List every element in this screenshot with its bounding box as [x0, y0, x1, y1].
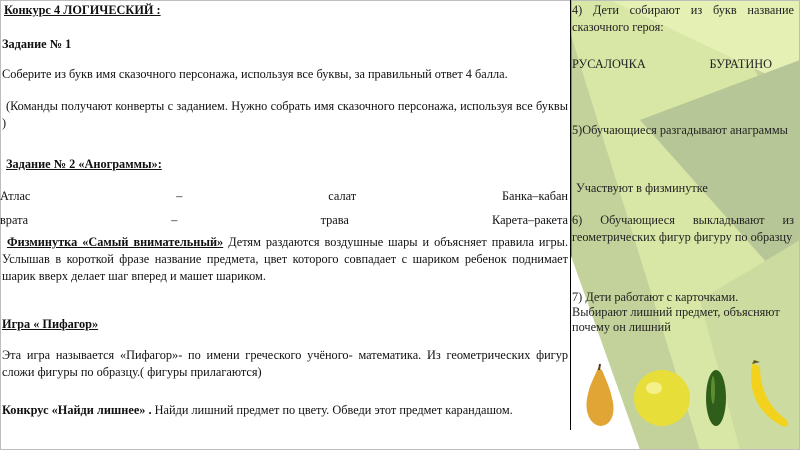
fizminutka-paragraph [2, 234, 568, 285]
odd-one-text: Найди лишний предмет по цвету. Обведи этот предмет карандашом. [151, 403, 513, 417]
anagram-pair: Банка–кабан [501, 189, 568, 203]
anagram-dash: – [171, 213, 178, 227]
task1-heading: Задание № 1 [2, 37, 72, 51]
pifagor-text: Эта игра называется «Пифагор»- по имени греческого учёного- математика. Из геометрических фигур сложи фигуры по образцу.( фигуры прилагаются) [2, 348, 568, 379]
banana-icon [751, 360, 788, 426]
task2-heading: Задание № 2 «Анограммы»: [6, 157, 162, 171]
pifagor-heading: Игра « Пифагор» [2, 317, 99, 331]
column-divider [570, 0, 571, 430]
hero-name: БУРАТИНО [709, 57, 772, 71]
cucumber-icon [706, 370, 726, 426]
anagram-word: врата [0, 213, 29, 227]
anagram-row-1 [0, 188, 568, 205]
step-7-text: 7) Дети работают с карточками. Выбирают лишний предмет, объясняют почему он лишний [572, 290, 780, 334]
fizminutka-title: Физминутка «Самый внимательный» [7, 235, 224, 249]
quince-icon [634, 370, 690, 426]
odd-one-title: Конкрус «Найди лишнее» . [2, 403, 152, 417]
fizminutka-text: Детям раздаются воздушные шары и объясняет правила игры. Услышав в короткой фразе название предмета, цвет которого совпадает с шариком ребенок поднимает шарик вверх делает шаг вперед и машет шариком. [2, 235, 569, 283]
anagram-word: трава [320, 213, 349, 227]
anagram-word: салат [328, 189, 357, 203]
odd-one-paragraph [2, 402, 568, 419]
fruit-images [576, 360, 796, 430]
anagram-row-2 [0, 212, 568, 229]
pear-icon [587, 364, 614, 426]
step-4-text: 4) Дети собирают из букв название сказочного героя: [572, 3, 794, 34]
fizminutka-participation: Участвуют в физминутке [576, 181, 708, 195]
anagram-pair: Карета–ракета [492, 213, 568, 227]
anagram-dash: – [176, 189, 183, 203]
heroes-row [572, 56, 772, 73]
hero-name: РУСАЛОЧКА [572, 57, 646, 71]
step-5-text: 5)Обучающиеся разгадывают анаграммы [572, 123, 788, 137]
step-6-text: 6) Обучающиеся выкладывают из геометрических фигур фигуру по образцу [572, 213, 794, 244]
task1-note: (Команды получают конверты с заданием. Нужно собрать имя сказочного персонажа, используя все буквы ) [2, 99, 568, 130]
anagram-word: Атлас [0, 189, 31, 203]
task1-text: Соберите из букв имя сказочного персонажа, используя все буквы, за правильный ответ 4 балла. [2, 67, 508, 81]
contest-title: Конкурс 4 ЛОГИЧЕСКИЙ : [4, 3, 161, 17]
